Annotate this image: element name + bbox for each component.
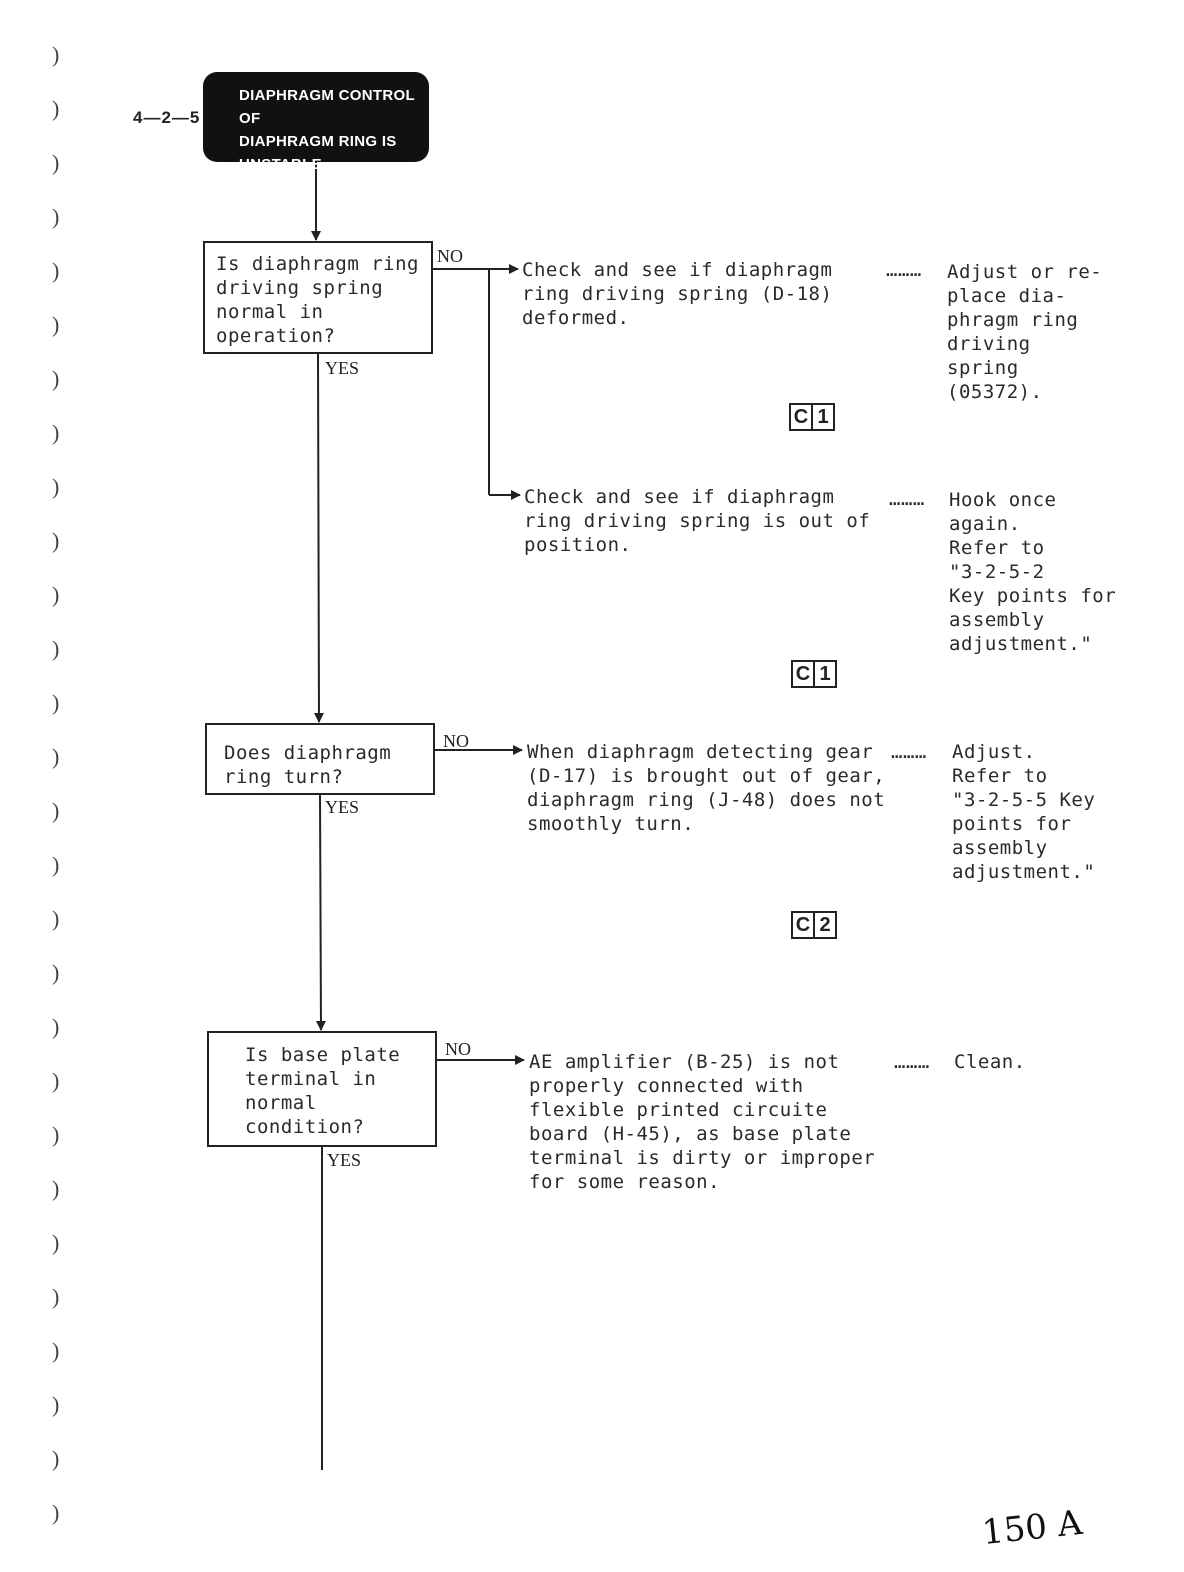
binding-mark: ) (52, 852, 60, 877)
code-number: 1 (819, 663, 831, 685)
title-line: DIAPHRAGM CONTROL OF (239, 87, 415, 127)
binding-mark: ) (52, 744, 60, 769)
binding-mark: ) (52, 690, 60, 715)
leader-dots: ……… (894, 1051, 930, 1073)
connector-q1-q2 (318, 354, 319, 722)
code-letter: C (793, 662, 815, 686)
decision-question: Is base plate terminal in normal condition? (245, 1044, 401, 1138)
cause-text: AE amplifier (B-25) is not properly connected with flexible printed circuite board (H-45), as base plate terminal is dirty or improper for some reason. (529, 1051, 876, 1193)
section-number: 4—2—5 (133, 108, 201, 127)
binding-mark: ) (52, 960, 60, 985)
decision-box-q1 (203, 241, 433, 354)
binding-mark: ) (52, 1122, 60, 1147)
binding-mark: ) (52, 1230, 60, 1255)
title-line: UNSTABLE (239, 156, 322, 173)
binding-mark: ) (52, 1014, 60, 1039)
binding-mark: ) (52, 42, 60, 67)
cause-text: Check and see if diaphragm ring driving spring is out of position. (524, 486, 871, 556)
code-tag (791, 660, 837, 688)
binding-mark: ) (52, 798, 60, 823)
yes-label: YES (325, 358, 360, 378)
binding-mark: ) (52, 582, 60, 607)
title-line: DIAPHRAGM RING IS (239, 133, 397, 150)
leader-dots: ……… (889, 488, 925, 510)
decision-question: Does diaphragm ring turn? (224, 742, 392, 788)
binding-mark: ) (52, 96, 60, 121)
binding-mark: ) (52, 204, 60, 229)
yes-label: YES (327, 1150, 362, 1170)
binding-mark: ) (52, 906, 60, 931)
cause-text: When diaphragm detecting gear (D-17) is brought out of gear, diaphragm ring (J-48) does not smoothly turn. (527, 741, 886, 835)
no-label: NO (445, 1039, 471, 1059)
binding-mark: ) (52, 1392, 60, 1417)
decision-question: Is diaphragm ring driving spring normal in operation? (216, 253, 419, 347)
handwritten-page-number: 150 A (980, 1502, 1085, 1554)
code-letter: C (793, 913, 815, 937)
binding-mark: ) (52, 636, 60, 661)
binding-mark: ) (52, 312, 60, 337)
action-text: Adjust. Refer to "3-2-5-5 Key points for assembly adjustment." (952, 741, 1096, 883)
binding-mark: ) (52, 150, 60, 175)
action-text: Clean. (954, 1051, 1026, 1073)
leader-dots: ……… (891, 741, 927, 763)
binding-mark: ) (52, 1500, 60, 1525)
binding-mark: ) (52, 258, 60, 283)
cause-text: Check and see if diaphragm ring driving spring (D-18) deformed. (522, 259, 833, 329)
connector-q2-q3 (320, 794, 321, 1030)
code-number: 2 (819, 914, 831, 936)
code-tag (789, 403, 835, 431)
leader-dots: ……… (886, 259, 922, 281)
binding-mark: ) (52, 474, 60, 499)
binding-mark: ) (52, 1338, 60, 1363)
no-label: NO (443, 731, 469, 751)
decision-box-q2 (205, 723, 435, 795)
binding-mark: ) (52, 528, 60, 553)
action-text: Adjust or re- place dia- phragm ring driving spring (05372). (947, 261, 1103, 403)
binding-mark: ) (52, 1068, 60, 1093)
binding-mark: ) (52, 1176, 60, 1201)
binding-mark: ) (52, 1284, 60, 1309)
flowchart-title (203, 72, 429, 173)
binding-mark: ) (52, 420, 60, 445)
code-number: 1 (817, 406, 829, 428)
binding-mark: ) (52, 366, 60, 391)
no-label: NO (437, 246, 463, 266)
decision-box-q3 (207, 1031, 437, 1147)
binding-mark: ) (52, 1446, 60, 1471)
action-text: Hook once again. Refer to "3-2-5-2 Key points for assembly adjustment." (949, 489, 1117, 655)
yes-label: YES (325, 797, 360, 817)
code-tag (791, 911, 837, 939)
code-letter: C (791, 405, 813, 429)
